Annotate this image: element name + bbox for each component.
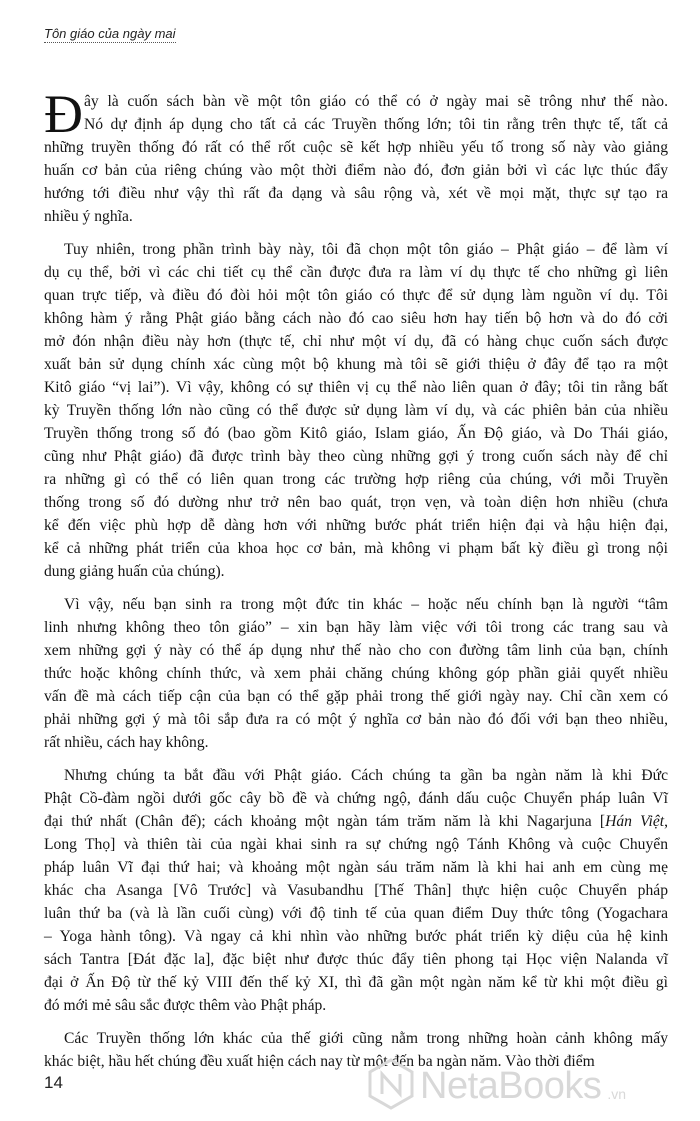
text-line: Nó dự định áp dụng cho tất cả các Truyền thống lớn; tôi tin rằng trên thực tế, tất cả	[84, 116, 668, 133]
text-line: luân thứ ba (và là lần cuối cùng) với độ tinh tế của quan điểm Duy thức tông (Yogachara	[44, 905, 668, 922]
text-line: mở đón nhận điều này hơn (thực tế, chỉ như một ví dụ, đã có hàng chục cuốn sách được	[44, 333, 668, 350]
text-line: Truyền thống trong số đó (bao gồm Kitô giáo, Islam giáo, Ấn Độ giáo, và Do Thái giáo,	[44, 425, 668, 442]
text-line: Long Thọ] và thiên tài của ngài khai sinh ra sự chứng ngộ Tánh Không và cuộc Chuyển	[44, 836, 668, 853]
text-line: dụ cụ thể, bởi vì các chi tiết cụ thể cần được đưa ra làm ví dụ thực tế cho những gì liên	[44, 264, 668, 281]
text-line: pháp luân Vĩ đại thứ hai; và khoảng một ngàn sáu trăm năm là khi hai anh em cùng mẹ	[44, 859, 668, 876]
text-line: Nhưng chúng ta bắt đầu với Phật giáo. Cách chúng ta gần ba ngàn năm là khi Đức	[64, 767, 668, 784]
text-line: thống trong số đó dường như trở nên bao quát, trọn vẹn, và toàn diện hơn nhiều (chưa	[44, 494, 668, 511]
text-line: sách Tantra [Đát đặc la], đặc biệt như được thúc đẩy tiên phong tại Học viện Nalanda vĩ	[44, 951, 668, 968]
text-line: đại thứ nhất (Chân đế); cách khoảng một ngàn tám trăm năm là khi Nagarjuna [Hán Việt,	[44, 813, 668, 830]
body-text	[44, 84, 668, 1083]
text-line: xem những gợi ý này có thể áp dụng như thế nào cho con đường tâm linh của bạn, chính	[44, 642, 668, 659]
text-line: đó mới mẻ sâu sắc được thêm vào Phật pháp.	[44, 997, 327, 1014]
text-line: phải những gợi ý mà tôi sắp đưa ra có một ý nghĩa cơ bản nào đó đối với bạn theo nhiều,	[44, 711, 668, 728]
drop-cap: Đ	[44, 84, 83, 144]
text-line: ra những gì có thể có liên quan trong các trường hợp riêng của chúng, với mỗi Truyền	[44, 471, 668, 488]
text-line: hướng tới điều như vậy thì rất đa dạng và sâu rộng và, xét về mọi mặt, thực sự tạo ra	[44, 185, 668, 202]
watermark	[368, 1058, 626, 1115]
text-line: ây là cuốn sách bàn về một tôn giáo có thể có ở ngày mai sẽ trông như thế nào.	[84, 93, 668, 110]
text-line: kể cả những phát triển của khoa học cơ bản, mà không vi phạm bất kỳ điều gì trong nội	[44, 540, 668, 557]
text-line: nhiều ý nghĩa.	[44, 208, 133, 225]
text-line: Vì vậy, nếu bạn sinh ra trong một đức tin khác – hoặc nếu chính bạn là người “tâm	[64, 596, 668, 613]
paragraph	[44, 84, 668, 228]
text-line: xuất bản sử dụng chính xác cùng một bộ khung mà tôi sẽ giới thiệu ở đây để tạo ra một	[44, 356, 668, 373]
watermark-text: NetaBooks	[420, 1065, 602, 1107]
text-line: linh nhưng không theo tôn giáo” – xin bạn hãy làm việc với tôi trong các trang sau và	[44, 619, 668, 636]
text-line: không hàm ý rằng Phật giáo bằng cách nào đó cao siêu hơn hay tiến bộ hơn và do đó cởi	[44, 310, 668, 327]
text-line: đại ở Ấn Độ từ thế kỷ VIII đến thế kỷ XI, thì đã gần một ngàn năm kể từ khi một điều gì	[44, 974, 668, 991]
running-head: Tôn giáo của ngày mai	[44, 26, 176, 41]
text-line: – Yoga hành tông). Và ngay cả khi nhìn vào những bước phát triển kỳ diệu của hệ kinh	[44, 928, 668, 945]
text-line: cũng như Phật giáo) đã được trình bày theo cùng những gợi ý trong cuốn sách này để chỉ	[44, 448, 668, 465]
text-line: khác cha Asanga [Vô Trước] và Vasubandhu [Thế Thân] thực hiện cuộc Chuyển pháp	[44, 882, 668, 899]
text-line: huấn cơ bản của riêng chúng vào một thời điểm nào đó, đơn giản bởi vì các lực thúc đẩy	[44, 162, 668, 179]
paragraph	[44, 238, 668, 583]
netabooks-logo-icon	[368, 1058, 414, 1115]
text-line: Các Truyền thống lớn khác của thế giới cũng nằm trong những hoàn cảnh không mấy	[64, 1030, 668, 1047]
text-line: kể đến việc phù hợp dễ dàng hơn với những bước phát triển hiện đại và hậu hiện đại,	[44, 517, 668, 534]
text-line: rất nhiều, cách hay không.	[44, 734, 209, 751]
text-line: Kitô giáo “vị lai”). Vì vậy, không có sự thiên vị cụ thể nào liên quan ở đây; tôi tin rằng bất	[44, 379, 668, 396]
paragraph	[44, 764, 668, 1017]
paragraph	[44, 593, 668, 754]
watermark-suffix: .vn	[607, 1085, 627, 1102]
text-line: quan trực tiếp, và điều đó đòi hỏi một tôn giáo có thực để sử dụng làm nguồn ví dụ. Tôi	[44, 287, 668, 304]
text-line: Tuy nhiên, trong phần trình bày này, tôi đã chọn một tôn giáo – Phật giáo – để làm ví	[64, 241, 668, 258]
text-line: khác biệt, hầu hết chúng đều xuất hiện cách nay từ một đến ba ngàn năm. Vào thời điểm	[44, 1053, 595, 1070]
text-line: dung giảng huấn của chúng).	[44, 563, 225, 580]
text-line: kỳ Truyền thống lớn nào cũng có thể được sử dụng làm ví dụ, và các phiên bản của nhiều	[44, 402, 668, 419]
text-line: những truyền thống đó rất có thể rốt cuộc sẽ kết hợp nhiều yếu tố trong số này vào giảng	[44, 139, 668, 156]
page-number: 14	[44, 1073, 63, 1092]
text-line: thức hoặc không chính thức, và xem phải chăng chúng không góp phần giải quyết nhiều	[44, 665, 668, 682]
text-line: Phật Cồ-đàm ngồi dưới gốc cây bồ đề và chứng ngộ, đánh dấu cuộc Chuyển pháp luân Vĩ	[44, 790, 668, 807]
text-line: vấn đề mà cách tiếp cận của bạn có thể gặp phải trong thế giới ngày nay. Chỉ cần xem có	[44, 688, 668, 705]
